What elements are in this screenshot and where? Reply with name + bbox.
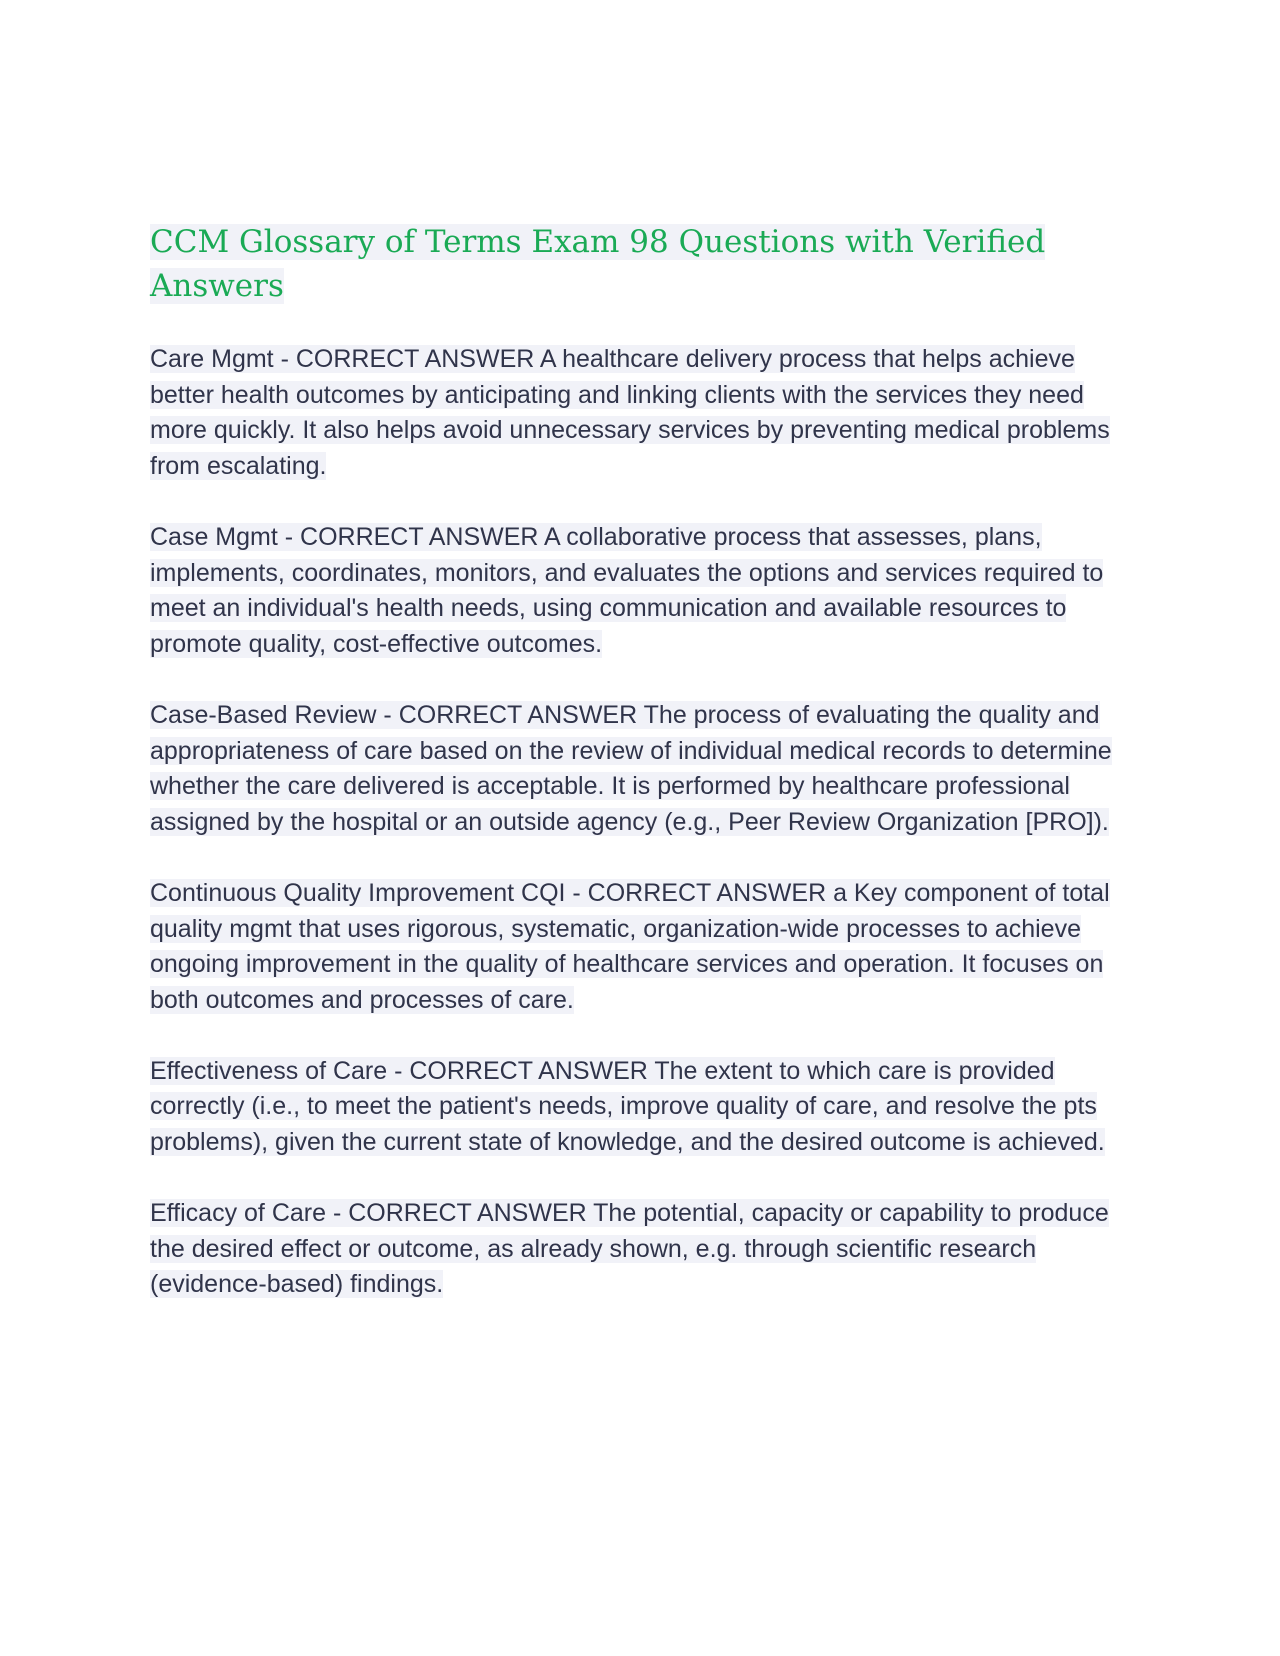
glossary-entry-effectiveness-of-care [150, 1054, 1135, 1161]
document-title [150, 220, 1135, 308]
glossary-entry-case-mgmt [150, 520, 1135, 662]
glossary-entry-text: Efficacy of Care - CORRECT ANSWER The potential, capacity or capability to produce the desired effect or outcome, as already shown, e.g. through scientific research (evidence-based) findings. [150, 1199, 1109, 1299]
glossary-entry-cqi [150, 876, 1135, 1018]
glossary-entry-text: Case Mgmt - CORRECT ANSWER A collaborative process that assesses, plans, implements, coordinates, monitors, and evaluates the options and services required to meet an individual's health needs, using communication and available resources to promote quality, cost-effective outcomes. [150, 522, 1104, 658]
glossary-entry-case-based-review [150, 698, 1135, 840]
glossary-entry-text: Care Mgmt - CORRECT ANSWER A healthcare delivery process that helps achieve better health outcomes by anticipating and linking clients with the services they need more quickly. It also helps avoid unnecessary services by preventing medical problems from escalating. [150, 345, 1110, 480]
document-page [150, 220, 1135, 1339]
document-title-text: CCM Glossary of Terms Exam 98 Questions with Verified Answers [150, 224, 1046, 304]
glossary-entry-text: Case-Based Review - CORRECT ANSWER The process of evaluating the quality and appropriateness of care based on the review of individual medical records to determine whether the care delivered is acceptable. It is performed by healthcare professional assigned by the hospital or an outside agency (e.g., Peer Review Organization [PRO]). [150, 700, 1112, 836]
glossary-entry-care-mgmt [150, 342, 1135, 484]
glossary-entry-text: Continuous Quality Improvement CQI - CORRECT ANSWER a Key component of total quality mgmt that uses rigorous, systematic, organization-wide processes to achieve ongoing improvement in the quality of healthcare services and operation. It focuses on both outcomes and processes of care. [150, 878, 1110, 1014]
glossary-entry-efficacy-of-care [150, 1196, 1135, 1303]
glossary-entry-text: Effectiveness of Care - CORRECT ANSWER The extent to which care is provided correctly (i.e., to meet the patient's needs, improve quality of care, and resolve the pts problems), given the current state of knowledge, and the desired outcome is achieved. [150, 1056, 1105, 1157]
